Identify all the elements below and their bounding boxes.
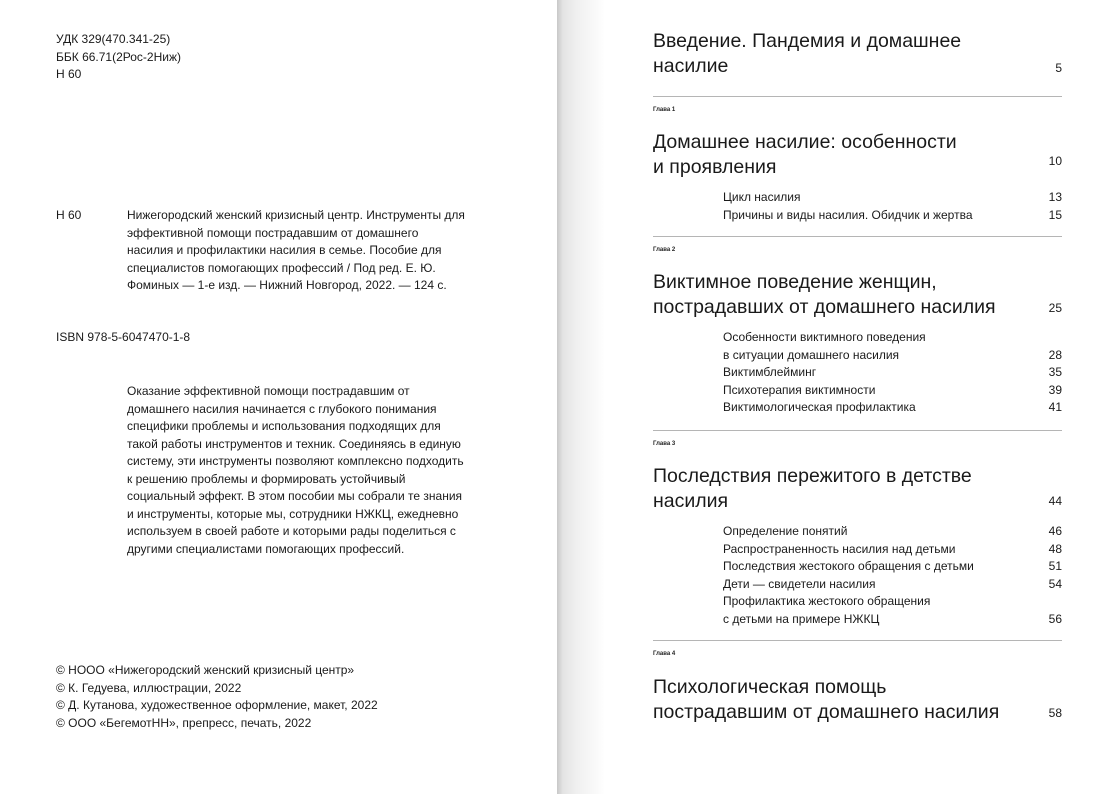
chapter-3-title[interactable]: Последствия пережитого в детстве насилия — [653, 465, 972, 512]
copyright-line: © НООО «Нижегородский женский кризисный центр» — [56, 663, 355, 677]
chapter-1-title[interactable]: Домашнее насилие: особенности и проявления — [653, 131, 957, 178]
copyright-line: © ООО «БегемотНН», препресс, печать, 2022 — [56, 715, 312, 730]
toc-subitem[interactable]: Цикл насилия 13 — [723, 190, 1062, 204]
toc-subitem[interactable]: Дети — свидетели насилия 54 — [723, 576, 1062, 591]
isbn: ISBN 978-5-6047470-1-8 — [56, 330, 191, 344]
copyright-line: © К. Гедуева, иллюстрации, 2022 — [56, 680, 242, 695]
bbk-line: ББК 66.71(2Рос-2Ниж) — [56, 49, 181, 64]
entry-code: Н 60 — [56, 208, 82, 222]
toc-intro-page: 5 — [1055, 61, 1062, 75]
udk-block — [56, 31, 181, 84]
divider — [653, 236, 1062, 237]
chapter-3-label: Глава 3 — [653, 441, 676, 447]
chapter-4-page: 58 — [1048, 706, 1062, 720]
divider — [653, 430, 1062, 431]
chapter-2-page: 25 — [1048, 301, 1062, 315]
copyright-line: © Д. Кутанова, художественное оформление, макет, 2022 — [56, 698, 378, 712]
chapter-2-title[interactable]: Виктимное поведение женщин, пострадавших от домашнего насилия — [653, 271, 996, 318]
copyrights-block — [56, 662, 378, 732]
bibliographic-entry: Нижегородский женский кризисный центр. Инструменты для эффективной помощи пострадавшим от домашнего насилия и профилактики насилия в семье. Пособие для специалистов помогающих профессий / Под ред. Е. Ю. Фоминых — 1-е изд. — Нижний Новгород, 2022. — 124 с. — [127, 208, 465, 292]
chapter-1-page: 10 — [1048, 154, 1062, 168]
toc-subitem[interactable]: Виктимологическая профилактика 41 — [723, 400, 1062, 414]
author-mark-line: Н 60 — [56, 67, 82, 81]
annotation: Оказание эффективной помощи пострадавшим от домашнего насилия начинается с глубокого понимания специфики проблемы и использования подходящих для такой работы инструментов и техник. Соединяясь в единую систему, эти инструменты позволяют комплексно подходить к решению проблемы и формировать устойчивый социальный эффект. В этом пособии мы собрали те знания и инструменты, которые мы, сотрудники НЖКЦ, ежедневно используем в своей работе и которыми рады поделиться с другими специалистами помогающих профессий. — [127, 384, 464, 556]
toc-subitem[interactable]: Особенности виктимного поведения — [723, 330, 926, 344]
toc-subitem[interactable]: Определение понятий 46 — [723, 524, 1062, 538]
divider — [653, 96, 1062, 97]
toc-subitem[interactable]: с детьми на примере НЖКЦ 56 — [723, 611, 1062, 626]
toc-intro-title[interactable]: Введение. Пандемия и домашнее насилие — [653, 30, 962, 77]
toc-subitem[interactable]: Причины и виды насилия. Обидчик и жертва 15 — [723, 207, 1062, 222]
chapter-2-label: Глава 2 — [653, 247, 676, 253]
toc-subitem[interactable]: Последствия жестокого обращения с детьми 51 — [723, 559, 1062, 573]
chapter-2-subsections — [723, 329, 1062, 417]
chapter-1-subsections — [723, 189, 1062, 224]
chapter-4-label: Глава 4 — [653, 651, 676, 657]
chapter-3-page: 44 — [1048, 494, 1062, 508]
toc-subitem[interactable]: в ситуации домашнего насилия 28 — [723, 347, 1062, 362]
toc-subitem[interactable]: Профилактика жестокого обращения — [723, 594, 931, 608]
chapter-3-subsections — [723, 523, 1062, 628]
chapter-1-label: Глава 1 — [653, 107, 676, 113]
book-gutter — [557, 0, 605, 794]
divider — [653, 640, 1062, 641]
udk-line: УДК 329(470.341-25) — [56, 32, 171, 46]
toc-subitem[interactable]: Психотерапия виктимности 39 — [723, 382, 1062, 397]
toc-subitem[interactable]: Распространенность насилия над детьми 48 — [723, 541, 1062, 556]
toc-subitem[interactable]: Виктимблейминг 35 — [723, 365, 1062, 379]
chapter-4-title[interactable]: Психологическая помощь пострадавшим от домашнего насилия — [653, 676, 1000, 723]
